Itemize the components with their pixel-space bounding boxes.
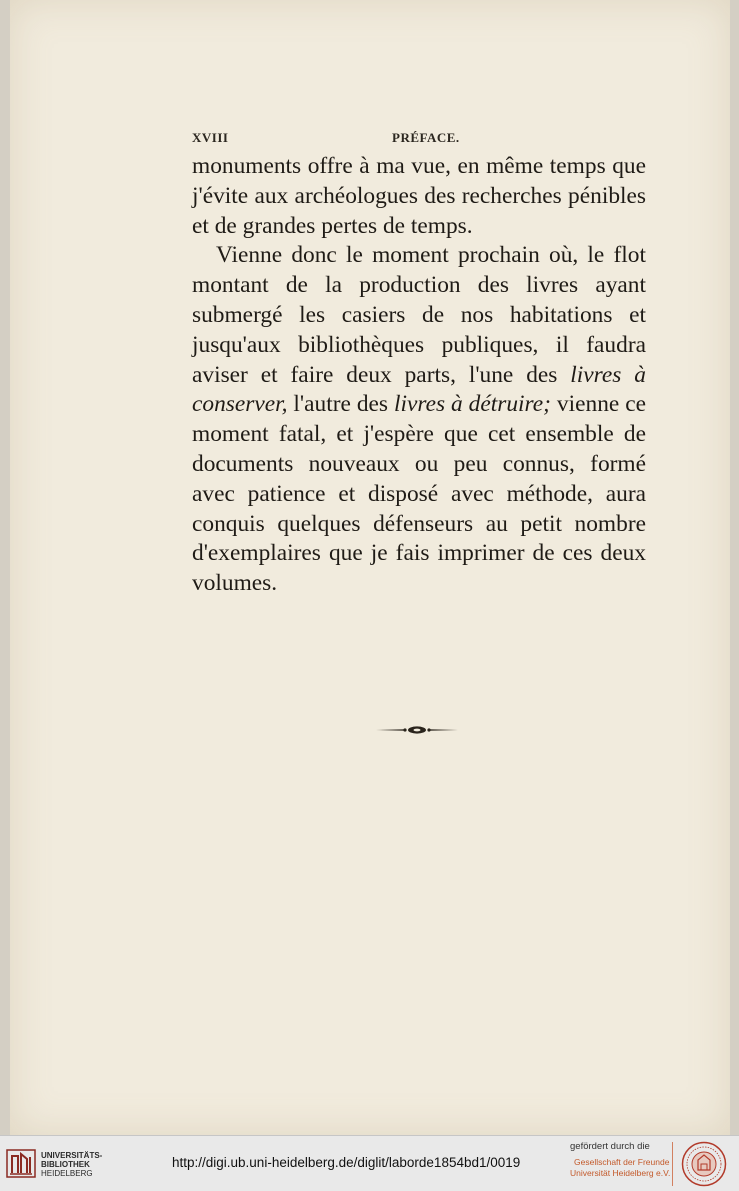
sponsor-divider bbox=[672, 1142, 673, 1186]
sponsor-name-line-2: Universität Heidelberg e.V. bbox=[570, 1168, 671, 1178]
scanned-page bbox=[10, 0, 730, 1135]
paragraph-2-text-b: l'autre des bbox=[287, 391, 394, 418]
library-name-line-2: BIBLIOTHEK bbox=[41, 1160, 90, 1169]
italic-phrase-conserver: livres à conserver, bbox=[192, 361, 646, 418]
library-name bbox=[41, 1151, 102, 1178]
page-number: XVIII bbox=[192, 130, 229, 145]
paragraph-2-text-a: Vienne donc le moment prochain où, le flot montant de la production des livres ayant submergé les casiers de nos habitations et jusqu'aux bibliothèques publiques, il faudra aviser et faire deux parts, l'une des bbox=[192, 242, 646, 388]
footer-bar bbox=[0, 1135, 739, 1191]
permalink-url[interactable]: http://digi.ub.uni-heidelberg.de/diglit/laborde1854bd1/0019 bbox=[172, 1155, 521, 1170]
paragraph-2-text-c: vienne ce moment fatal, et j'espère que cet ensemble de documents nouveaux ou peu connus, formé avec patience et disposé avec méthode, aura conquis quelques défenseurs au petit nombre d'exemplaires que je fais imprimer de ces deux volumes. bbox=[192, 391, 646, 597]
university-seal-icon bbox=[681, 1141, 727, 1187]
running-head bbox=[182, 130, 646, 150]
italic-phrase-detruire: livres à détruire; bbox=[393, 391, 551, 418]
university-library-logo-icon bbox=[6, 1147, 36, 1179]
paragraph-1: monuments offre à ma vue, en même temps que j'évite aux archéologues des recherches pénibles et de grandes pertes de temps. bbox=[192, 153, 646, 239]
running-title: PRÉFACE. bbox=[392, 130, 460, 145]
sponsor-lead-text: gefördert durch die bbox=[570, 1141, 650, 1152]
ornament-dash-icon bbox=[376, 724, 458, 736]
library-name-line-1: UNIVERSITÄTS- bbox=[41, 1151, 103, 1160]
body-text bbox=[192, 152, 646, 599]
sponsor-name-line-1: Gesellschaft der Freunde bbox=[574, 1157, 670, 1167]
library-name-line-3: HEIDELBERG bbox=[41, 1169, 93, 1178]
paragraph-2 bbox=[192, 241, 646, 599]
